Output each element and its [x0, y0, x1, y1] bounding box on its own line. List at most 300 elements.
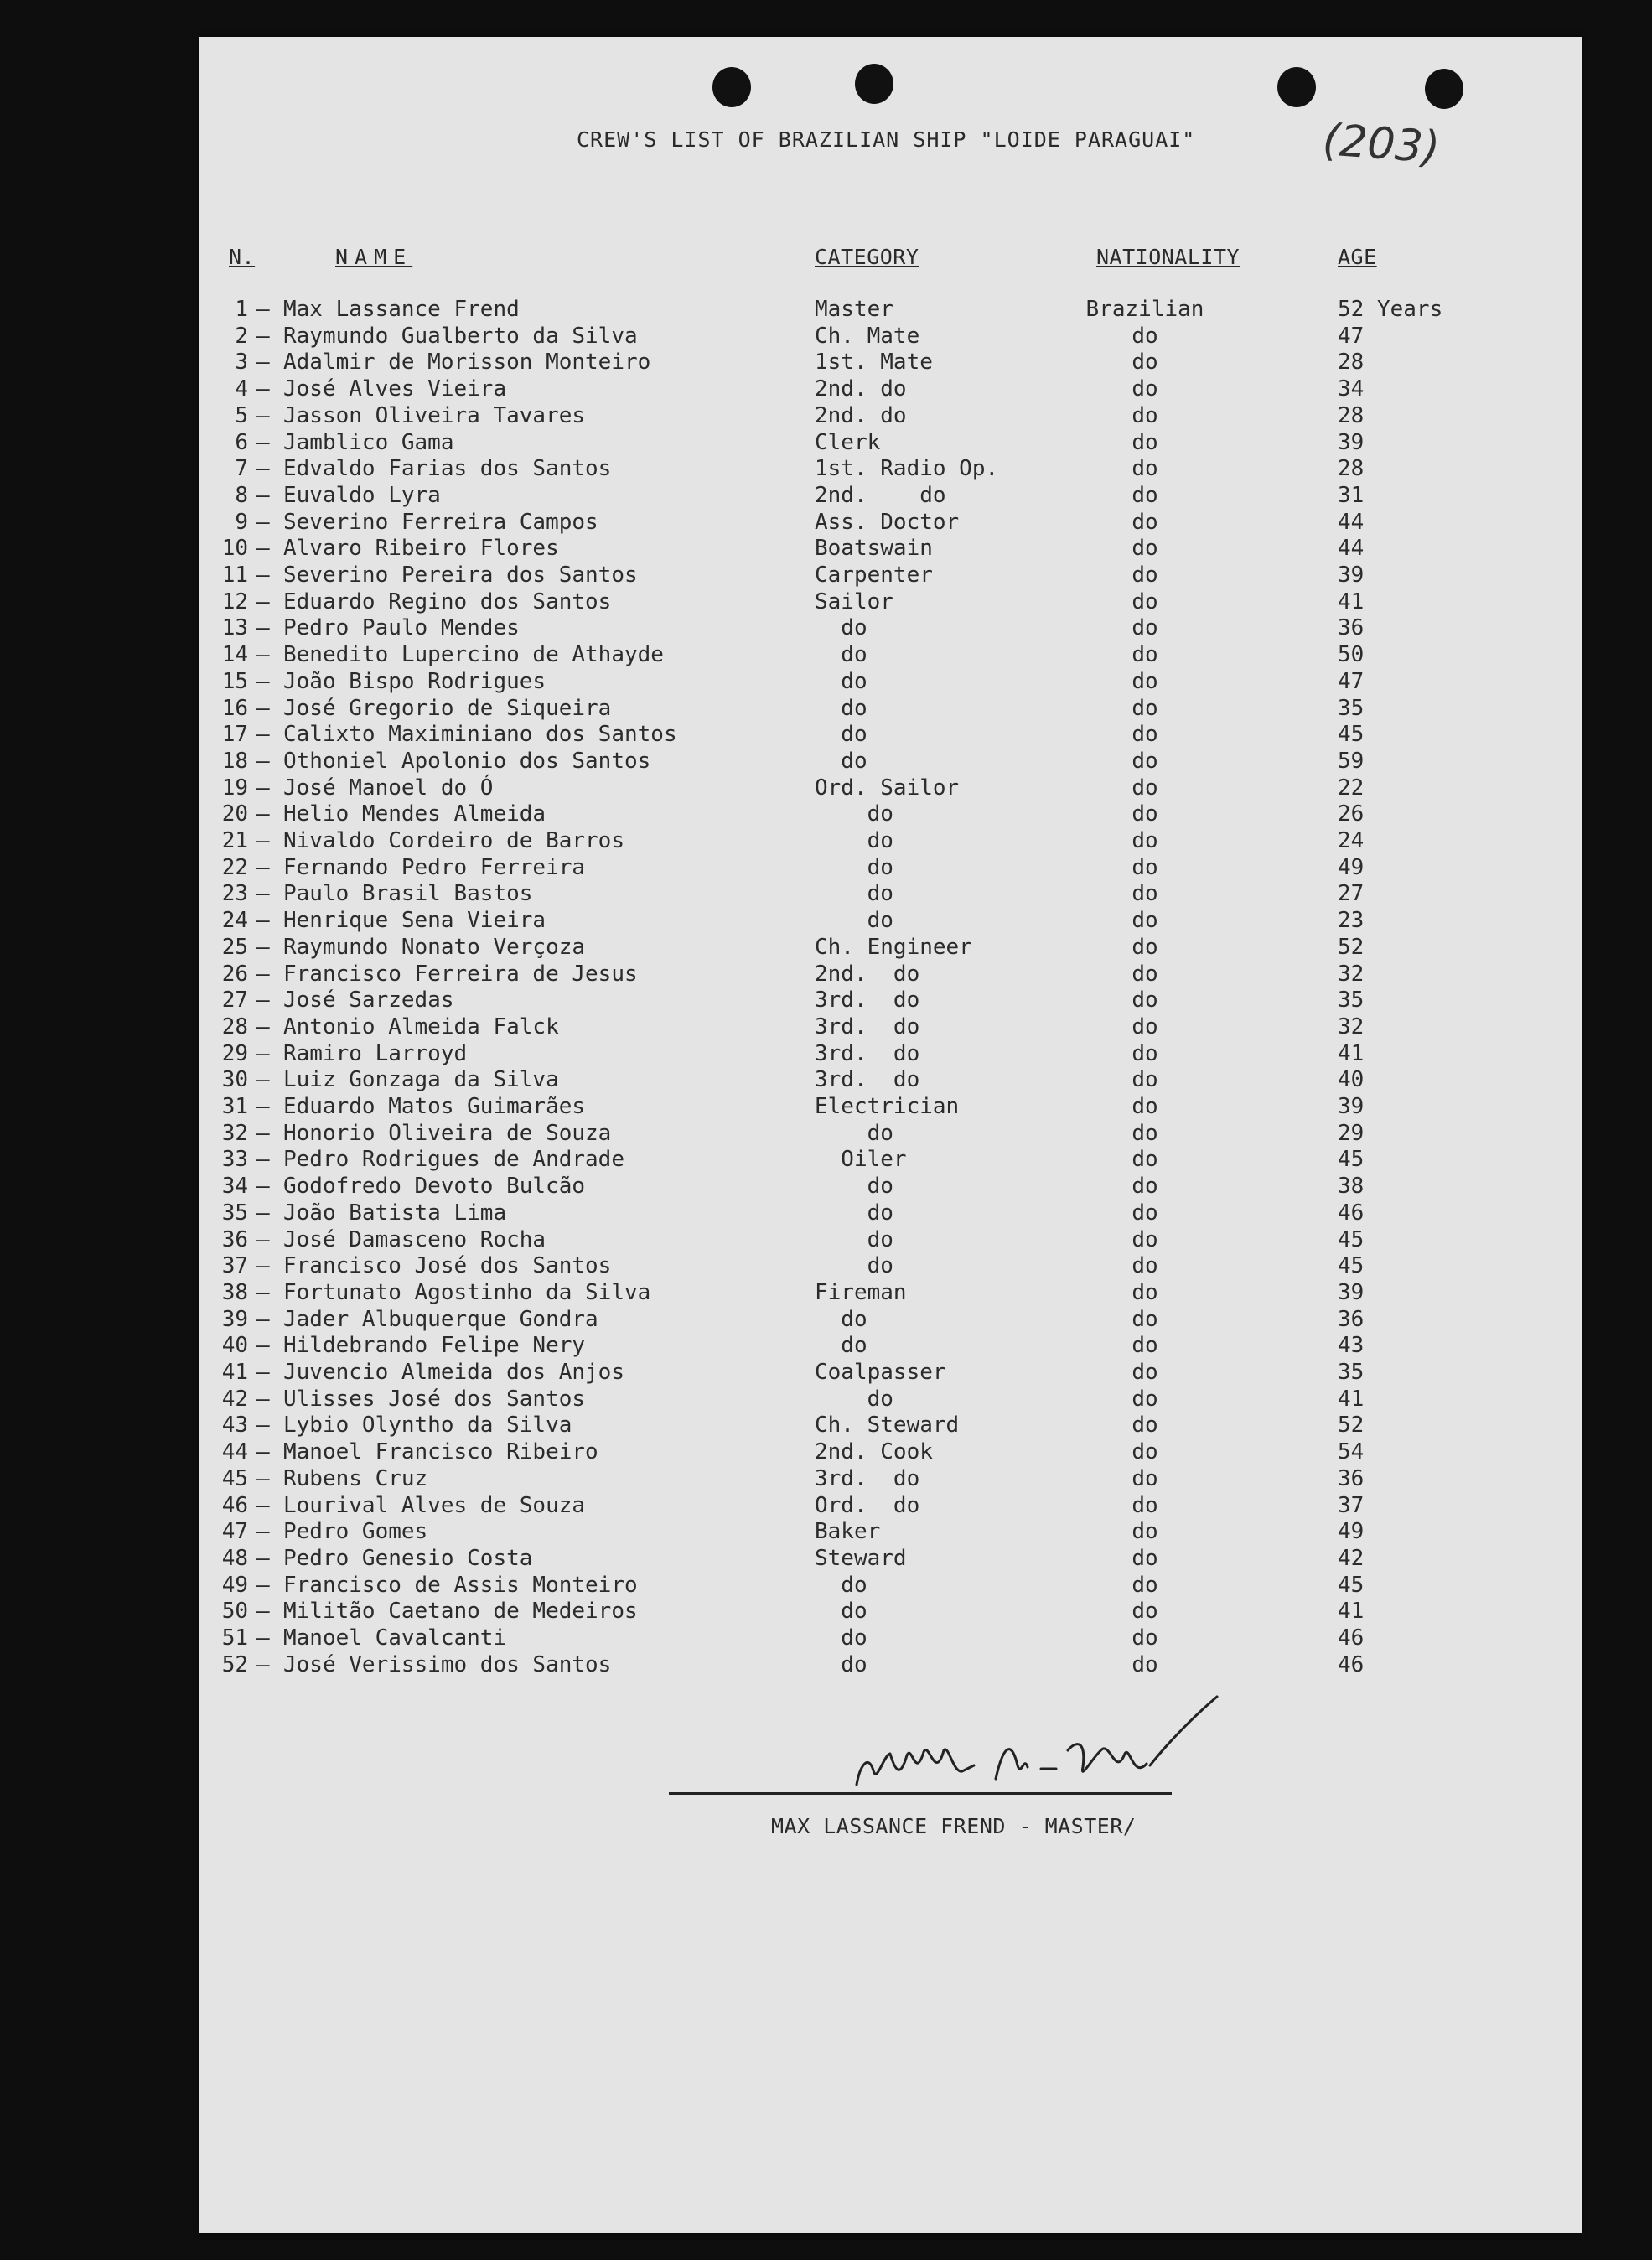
table-row — [199, 1227, 1582, 1254]
crew-category: Electrician — [815, 1094, 960, 1119]
table-row — [199, 669, 1582, 696]
crew-age: 28 — [1338, 350, 1365, 376]
row-dash: – — [256, 881, 270, 907]
table-row — [199, 510, 1582, 536]
crew-name: Fortunato Agostinho da Silva — [283, 1279, 651, 1305]
row-dash: – — [256, 323, 270, 349]
crew-age: 52 — [1338, 1412, 1365, 1438]
table-row — [199, 1466, 1582, 1493]
row-dash: – — [256, 908, 270, 934]
table-row — [199, 456, 1582, 483]
row-dash: – — [256, 1333, 270, 1359]
table-row — [199, 1307, 1582, 1334]
crew-age: 49 — [1338, 854, 1365, 880]
table-row — [199, 1519, 1582, 1546]
table-row — [199, 297, 1582, 324]
crew-number: 27 — [221, 987, 248, 1013]
crew-name: Francisco Ferreira de Jesus — [283, 961, 638, 987]
crew-number: 31 — [221, 1094, 248, 1119]
crew-name: Jasson Oliveira Tavares — [283, 402, 586, 428]
crew-category: 2nd. do — [815, 961, 920, 987]
crew-age: 40 — [1338, 1067, 1365, 1093]
table-row — [199, 1333, 1582, 1360]
crew-age: 41 — [1338, 588, 1365, 614]
row-dash: – — [256, 722, 270, 748]
crew-number: 20 — [221, 801, 248, 827]
table-row — [199, 987, 1582, 1014]
crew-category: do — [815, 828, 893, 853]
crew-category: Carpenter — [815, 562, 933, 588]
crew-nationality: do — [1132, 1174, 1158, 1200]
crew-category: do — [815, 1226, 893, 1252]
crew-name: Pedro Paulo Mendes — [283, 615, 520, 641]
row-dash: – — [256, 588, 270, 614]
table-row — [199, 962, 1582, 988]
row-dash: – — [256, 1226, 270, 1252]
crew-name: Adalmir de Morisson Monteiro — [283, 350, 651, 376]
crew-name: Fernando Pedro Ferreira — [283, 854, 586, 880]
crew-number: 16 — [221, 695, 248, 721]
crew-number: 41 — [221, 1360, 248, 1385]
punch-hole — [855, 64, 893, 104]
header-name: NAME — [335, 245, 413, 269]
crew-name: Max Lassance Frend — [283, 297, 520, 322]
crew-number: 30 — [221, 1067, 248, 1093]
crew-name: Alvaro Ribeiro Flores — [283, 536, 559, 562]
crew-number: 49 — [221, 1572, 248, 1598]
crew-number: 46 — [221, 1492, 248, 1518]
crew-name: Honorio Oliveira de Souza — [283, 1120, 612, 1146]
row-dash: – — [256, 775, 270, 801]
table-row — [199, 589, 1582, 616]
crew-age: 41 — [1338, 1599, 1365, 1625]
crew-name: Nivaldo Cordeiro de Barros — [283, 828, 624, 853]
crew-nationality: do — [1132, 536, 1158, 562]
header-nationality: NATIONALITY — [1096, 245, 1240, 269]
crew-number: 45 — [221, 1465, 248, 1491]
table-row — [199, 935, 1582, 962]
crew-category: Ch. Steward — [815, 1412, 960, 1438]
crew-nationality: do — [1132, 908, 1158, 934]
row-dash: – — [256, 376, 270, 402]
crew-age: 31 — [1338, 482, 1365, 508]
table-row — [199, 1147, 1582, 1174]
crew-age: 35 — [1338, 987, 1365, 1013]
crew-age: 45 — [1338, 722, 1365, 748]
crew-name: Luiz Gonzaga da Silva — [283, 1067, 559, 1093]
crew-name: Ulisses José dos Santos — [283, 1386, 586, 1412]
crew-category: do — [815, 748, 867, 774]
table-row — [199, 1625, 1582, 1652]
row-dash: – — [256, 1174, 270, 1200]
row-dash: – — [256, 642, 270, 668]
crew-name: Militão Caetano de Medeiros — [283, 1599, 638, 1625]
crew-age: 28 — [1338, 456, 1365, 482]
row-dash: – — [256, 536, 270, 562]
table-row — [199, 1041, 1582, 1068]
crew-category: do — [815, 695, 867, 721]
crew-nationality: do — [1132, 429, 1158, 455]
crew-age: 26 — [1338, 801, 1365, 827]
table-row — [199, 1174, 1582, 1200]
crew-category: 1st. Mate — [815, 350, 933, 376]
crew-number: 50 — [221, 1599, 248, 1625]
crew-category: 3rd. do — [815, 1013, 920, 1039]
table-row — [199, 908, 1582, 935]
row-dash: – — [256, 961, 270, 987]
crew-nationality: do — [1132, 1492, 1158, 1518]
row-dash: – — [256, 615, 270, 641]
row-dash: – — [256, 402, 270, 428]
table-row — [199, 749, 1582, 775]
table-row — [199, 536, 1582, 562]
table-row — [199, 403, 1582, 430]
row-dash: – — [256, 1040, 270, 1066]
row-dash: – — [256, 1465, 270, 1491]
crew-name: Eduardo Matos Guimarães — [283, 1094, 586, 1119]
row-dash: – — [256, 350, 270, 376]
crew-category: do — [815, 1333, 867, 1359]
crew-age: 39 — [1338, 562, 1365, 588]
crew-number: 40 — [221, 1333, 248, 1359]
row-dash: – — [256, 509, 270, 535]
crew-category: 3rd. do — [815, 1465, 920, 1491]
table-row — [199, 562, 1582, 589]
row-dash: – — [256, 1120, 270, 1146]
crew-category: 1st. Radio Op. — [815, 456, 999, 482]
table-row — [199, 828, 1582, 855]
crew-age: 38 — [1338, 1174, 1365, 1200]
crew-number: 10 — [221, 536, 248, 562]
crew-age: 46 — [1338, 1651, 1365, 1677]
row-dash: – — [256, 1439, 270, 1465]
crew-category: do — [815, 1306, 867, 1332]
header-number: N. — [229, 245, 256, 269]
crew-nationality: do — [1132, 402, 1158, 428]
crew-category: do — [815, 642, 867, 668]
crew-category: Ch. Mate — [815, 323, 920, 349]
crew-category: Master — [815, 297, 893, 322]
table-row — [199, 1014, 1582, 1041]
crew-age: 24 — [1338, 828, 1365, 853]
crew-age: 43 — [1338, 1333, 1365, 1359]
crew-nationality: do — [1132, 456, 1158, 482]
table-row — [199, 855, 1582, 882]
crew-nationality: do — [1132, 1386, 1158, 1412]
crew-number: 21 — [221, 828, 248, 853]
row-dash: – — [256, 828, 270, 853]
crew-number: 42 — [221, 1386, 248, 1412]
crew-number: 39 — [221, 1306, 248, 1332]
crew-age: 32 — [1338, 1013, 1365, 1039]
table-row — [199, 1493, 1582, 1520]
table-row — [199, 350, 1582, 376]
table-row — [199, 615, 1582, 642]
crew-nationality: do — [1132, 801, 1158, 827]
crew-nationality: do — [1132, 1040, 1158, 1066]
document-page — [199, 37, 1582, 2233]
crew-nationality: do — [1132, 482, 1158, 508]
crew-nationality: do — [1132, 1200, 1158, 1226]
crew-nationality: do — [1132, 588, 1158, 614]
row-dash: – — [256, 1572, 270, 1598]
crew-category: do — [815, 722, 867, 748]
crew-number: 15 — [221, 668, 248, 694]
crew-age: 52 Years — [1338, 297, 1443, 322]
crew-name: Pedro Gomes — [283, 1519, 428, 1545]
crew-nationality: do — [1132, 1599, 1158, 1625]
crew-name: Juvencio Almeida dos Anjos — [283, 1360, 624, 1385]
crew-category: do — [815, 668, 867, 694]
crew-category: do — [815, 1253, 893, 1279]
row-dash: – — [256, 1545, 270, 1571]
crew-number: 1 — [235, 297, 248, 322]
crew-nationality: do — [1132, 1120, 1158, 1146]
crew-category: Ord. do — [815, 1492, 920, 1518]
crew-number: 18 — [221, 748, 248, 774]
crew-category: Clerk — [815, 429, 881, 455]
crew-nationality: do — [1132, 1013, 1158, 1039]
crew-name: José Gregorio de Siqueira — [283, 695, 612, 721]
page-number: (203) — [1321, 115, 1442, 174]
crew-age: 46 — [1338, 1625, 1365, 1651]
crew-age: 32 — [1338, 961, 1365, 987]
crew-number: 36 — [221, 1226, 248, 1252]
row-dash: – — [256, 748, 270, 774]
crew-nationality: do — [1132, 775, 1158, 801]
crew-age: 47 — [1338, 323, 1365, 349]
crew-age: 50 — [1338, 642, 1365, 668]
crew-category: Oiler — [815, 1147, 907, 1173]
row-dash: – — [256, 987, 270, 1013]
crew-age: 44 — [1338, 536, 1365, 562]
table-row — [199, 483, 1582, 510]
crew-nationality: do — [1132, 695, 1158, 721]
crew-number: 25 — [221, 934, 248, 960]
crew-nationality: do — [1132, 668, 1158, 694]
crew-nationality: do — [1132, 562, 1158, 588]
crew-nationality: do — [1132, 1306, 1158, 1332]
crew-age: 23 — [1338, 908, 1365, 934]
crew-name: Helio Mendes Almeida — [283, 801, 546, 827]
crew-nationality: do — [1132, 1572, 1158, 1598]
crew-age: 36 — [1338, 615, 1365, 641]
crew-number: 4 — [235, 376, 248, 402]
crew-nationality: do — [1132, 1651, 1158, 1677]
crew-name: Eduardo Regino dos Santos — [283, 588, 612, 614]
crew-age: 49 — [1338, 1519, 1365, 1545]
crew-age: 39 — [1338, 429, 1365, 455]
crew-age: 28 — [1338, 402, 1365, 428]
crew-number: 17 — [221, 722, 248, 748]
crew-number: 9 — [235, 509, 248, 535]
row-dash: – — [256, 1492, 270, 1518]
crew-number: 32 — [221, 1120, 248, 1146]
crew-name: Francisco de Assis Monteiro — [283, 1572, 638, 1598]
crew-age: 45 — [1338, 1572, 1365, 1598]
crew-number: 8 — [235, 482, 248, 508]
row-dash: – — [256, 562, 270, 588]
crew-number: 38 — [221, 1279, 248, 1305]
crew-name: José Sarzedas — [283, 987, 454, 1013]
crew-name: Severino Ferreira Campos — [283, 509, 598, 535]
crew-category: do — [815, 854, 893, 880]
row-dash: – — [256, 1147, 270, 1173]
crew-nationality: do — [1132, 1625, 1158, 1651]
table-row — [199, 881, 1582, 908]
row-dash: – — [256, 1200, 270, 1226]
crew-age: 45 — [1338, 1147, 1365, 1173]
crew-category: do — [815, 908, 893, 934]
header-category: CATEGORY — [815, 245, 919, 269]
table-row — [199, 696, 1582, 723]
row-dash: – — [256, 297, 270, 322]
crew-name: Calixto Maximiniano dos Santos — [283, 722, 677, 748]
crew-category: 2nd. do — [815, 402, 907, 428]
table-row — [199, 324, 1582, 350]
crew-nationality: do — [1132, 828, 1158, 853]
table-row — [199, 1387, 1582, 1413]
crew-age: 35 — [1338, 695, 1365, 721]
crew-nationality: do — [1132, 323, 1158, 349]
row-dash: – — [256, 1625, 270, 1651]
row-dash: – — [256, 1651, 270, 1677]
crew-age: 35 — [1338, 1360, 1365, 1385]
crew-name: Ramiro Larroyd — [283, 1040, 468, 1066]
crew-category: do — [815, 1386, 893, 1412]
crew-number: 43 — [221, 1412, 248, 1438]
crew-category: do — [815, 1120, 893, 1146]
crew-category: Ass. Doctor — [815, 509, 960, 535]
crew-age: 27 — [1338, 881, 1365, 907]
crew-category: Sailor — [815, 588, 893, 614]
crew-nationality: do — [1132, 722, 1158, 748]
crew-nationality: do — [1132, 1439, 1158, 1465]
crew-nationality: do — [1132, 1333, 1158, 1359]
crew-name: Rubens Cruz — [283, 1465, 428, 1491]
row-dash: – — [256, 1519, 270, 1545]
header-age: AGE — [1338, 245, 1377, 269]
crew-age: 45 — [1338, 1253, 1365, 1279]
crew-nationality: do — [1132, 881, 1158, 907]
crew-name: José Verissimo dos Santos — [283, 1651, 612, 1677]
crew-number: 51 — [221, 1625, 248, 1651]
crew-nationality: do — [1132, 1465, 1158, 1491]
table-row — [199, 1094, 1582, 1121]
crew-number: 6 — [235, 429, 248, 455]
table-row — [199, 801, 1582, 828]
crew-nationality: do — [1132, 1545, 1158, 1571]
crew-category: do — [815, 1651, 867, 1677]
signature-caption: MAX LASSANCE FREND - MASTER/ — [771, 1814, 1137, 1838]
crew-number: 12 — [221, 588, 248, 614]
crew-name: João Bispo Rodrigues — [283, 668, 546, 694]
crew-age: 54 — [1338, 1439, 1365, 1465]
table-row — [199, 1546, 1582, 1573]
row-dash: – — [256, 1279, 270, 1305]
crew-number: 44 — [221, 1439, 248, 1465]
crew-number: 2 — [235, 323, 248, 349]
crew-number: 22 — [221, 854, 248, 880]
crew-category: 2nd. do — [815, 482, 946, 508]
table-row — [199, 1280, 1582, 1307]
crew-category: Ord. Sailor — [815, 775, 960, 801]
table-row — [199, 430, 1582, 457]
row-dash: – — [256, 668, 270, 694]
crew-number: 34 — [221, 1174, 248, 1200]
crew-age: 44 — [1338, 509, 1365, 535]
crew-nationality: do — [1132, 1279, 1158, 1305]
crew-category: Fireman — [815, 1279, 907, 1305]
table-row — [199, 1200, 1582, 1227]
crew-age: 41 — [1338, 1386, 1365, 1412]
crew-category: Baker — [815, 1519, 881, 1545]
crew-number: 26 — [221, 961, 248, 987]
crew-age: 46 — [1338, 1200, 1365, 1226]
crew-age: 39 — [1338, 1094, 1365, 1119]
crew-age: 42 — [1338, 1545, 1365, 1571]
crew-name: Pedro Rodrigues de Andrade — [283, 1147, 624, 1173]
crew-category: Steward — [815, 1545, 907, 1571]
row-dash: – — [256, 1306, 270, 1332]
crew-name: Paulo Brasil Bastos — [283, 881, 533, 907]
crew-name: João Batista Lima — [283, 1200, 507, 1226]
row-dash: – — [256, 1386, 270, 1412]
crew-nationality: do — [1132, 350, 1158, 376]
crew-name: José Alves Vieira — [283, 376, 507, 402]
crew-name: Antonio Almeida Falck — [283, 1013, 559, 1039]
row-dash: – — [256, 854, 270, 880]
crew-number: 3 — [235, 350, 248, 376]
row-dash: – — [256, 1412, 270, 1438]
row-dash: – — [256, 1599, 270, 1625]
row-dash: – — [256, 456, 270, 482]
crew-category: 3rd. do — [815, 1067, 920, 1093]
crew-category: do — [815, 1625, 867, 1651]
crew-nationality: do — [1132, 1094, 1158, 1119]
crew-age: 45 — [1338, 1226, 1365, 1252]
crew-nationality: do — [1132, 1519, 1158, 1545]
crew-nationality: do — [1132, 1147, 1158, 1173]
table-row — [199, 1439, 1582, 1466]
row-dash: – — [256, 934, 270, 960]
crew-age: 34 — [1338, 376, 1365, 402]
row-dash: – — [256, 1013, 270, 1039]
crew-age: 47 — [1338, 668, 1365, 694]
crew-nationality: do — [1132, 854, 1158, 880]
crew-category: 2nd. Cook — [815, 1439, 933, 1465]
crew-age: 52 — [1338, 934, 1365, 960]
crew-number: 24 — [221, 908, 248, 934]
crew-name: Manoel Francisco Ribeiro — [283, 1439, 598, 1465]
row-dash: – — [256, 482, 270, 508]
crew-category: do — [815, 881, 893, 907]
signature — [659, 1672, 1229, 1797]
crew-age: 59 — [1338, 748, 1365, 774]
crew-nationality: do — [1132, 1067, 1158, 1093]
crew-name: Raymundo Gualberto da Silva — [283, 323, 638, 349]
crew-nationality: do — [1132, 642, 1158, 668]
crew-number: 37 — [221, 1253, 248, 1279]
row-dash: – — [256, 695, 270, 721]
crew-category: do — [815, 1200, 893, 1226]
crew-name: Raymundo Nonato Verçoza — [283, 934, 586, 960]
table-row — [199, 1360, 1582, 1387]
crew-number: 48 — [221, 1545, 248, 1571]
document-title: CREW'S LIST OF BRAZILIAN SHIP "LOIDE PARAGUAI" — [577, 127, 1196, 152]
crew-name: Jamblico Gama — [283, 429, 454, 455]
crew-age: 36 — [1338, 1465, 1365, 1491]
